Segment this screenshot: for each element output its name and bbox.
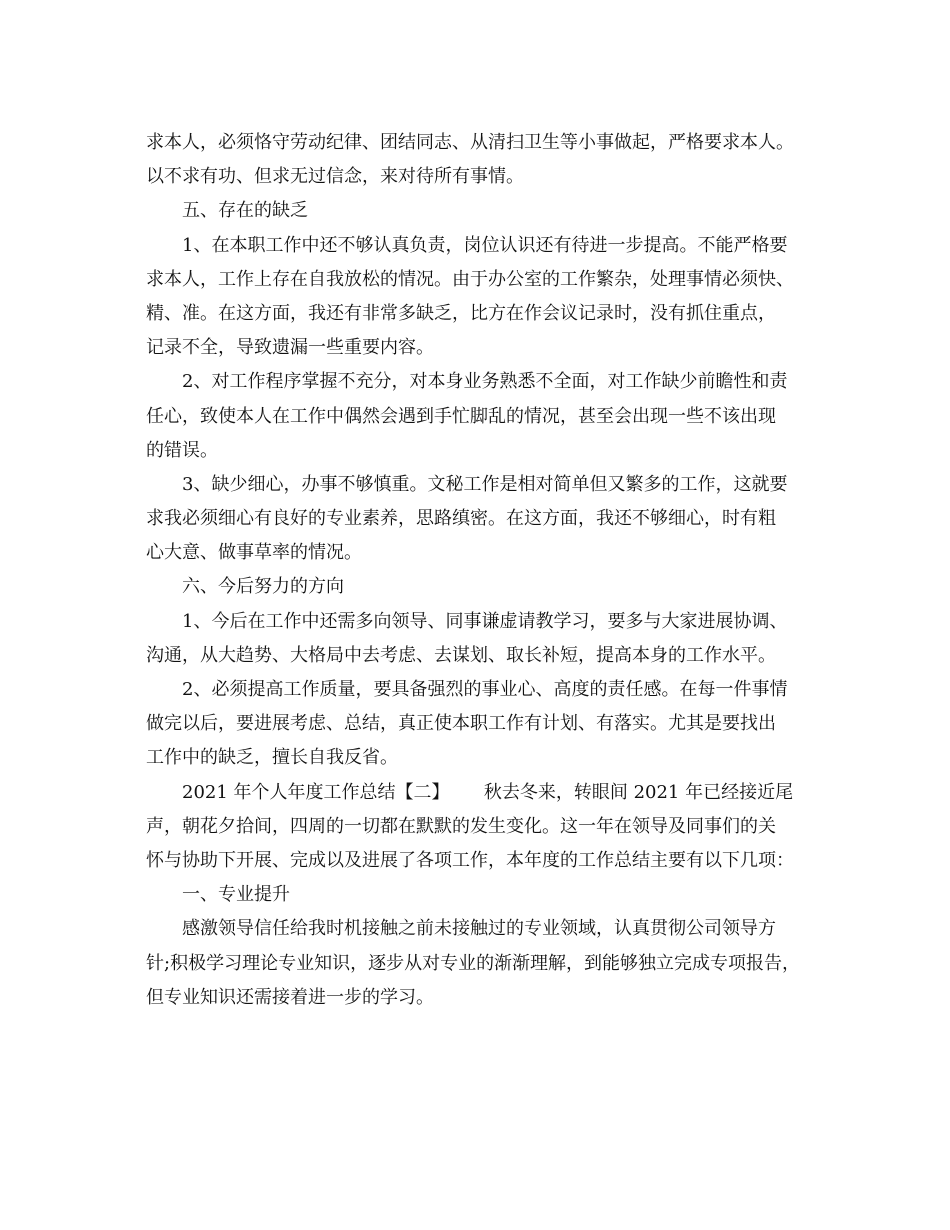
text-line: 2、必须提高工作质量，要具备强烈的事业心、高度的责任感。在每一件事情	[182, 679, 788, 700]
text-line: 精、准。在这方面，我还有非常多缺乏，比方在作会议记录时，没有抓住重点，	[146, 302, 776, 324]
section-heading: 一、专业提升	[182, 884, 290, 906]
text-line: 怀与协助下开展、完成以及进展了各项工作，本年度的工作总结主要有以下几项：	[146, 849, 794, 871]
text-line: 求我必须细心有良好的专业素养，思路缜密。在这方面，我还不够细心，时有粗	[146, 508, 776, 530]
document-body	[146, 126, 836, 1015]
text-line: 1、在本职工作中还不够认真负责，岗位认识还有待进一步提高。不能严格要	[182, 234, 788, 256]
section-heading: 六、今后努力的方向	[182, 576, 344, 598]
text-line: 2021 年个人年度工作总结【二】 秋去冬来，转眼间 2021 年已经接近尾	[182, 781, 794, 803]
text-line: 沟通，从大趋势、大格局中去考虑、去谋划、取长补短，提高本身的工作水平。	[146, 644, 776, 666]
text-line: 做完以后，要进展考虑、总结，真正使本职工作有计划、有落实。尤其是要找出	[146, 713, 776, 735]
text-line: 以不求有功、但求无过信念，来对待所有事情。	[146, 166, 524, 188]
text-line: 工作中的缺乏，擅长自我反省。	[146, 747, 398, 769]
text-line: 感激领导信任给我时机接触之前未接触过的专业领域，认真贯彻公司领导方	[182, 918, 776, 940]
text-line: 2、对工作程序掌握不充分，对本身业务熟悉不全面，对工作缺少前瞻性和责	[182, 371, 788, 393]
text-line: 1、今后在工作中还需多向领导、同事谦虚请教学习，要多与大家进展协调、	[182, 610, 788, 632]
text-line: 但专业知识还需接着进一步的学习。	[146, 986, 434, 1008]
text-line: 针;积极学习理论专业知识，逐步从对专业的渐渐理解，到能够独立完成专项报告，	[146, 952, 801, 974]
text-line: 记录不全，导致遗漏一些重要内容。	[146, 337, 434, 359]
section-heading: 五、存在的缺乏	[182, 200, 308, 222]
text-line: 心大意、做事草率的情况。	[146, 542, 362, 564]
text-line: 3、缺少细心，办事不够慎重。文秘工作是相对简单但又繁多的工作，这就要	[182, 473, 788, 495]
text-line: 声，朝花夕拾间，四周的一切都在默默的发生变化。这一年在领导及同事们的关	[146, 815, 776, 837]
text-line: 任心，致使本人在工作中偶然会遇到手忙脚乱的情况，甚至会出现一些不该出现	[146, 405, 776, 427]
text-line: 求本人，工作上存在自我放松的情况。由于办公室的工作繁杂，处理事情必须快、	[146, 268, 794, 290]
text-line: 求本人，必须恪守劳动纪律、团结同志、从清扫卫生等小事做起，严格要求本人。	[146, 132, 794, 153]
text-line: 的错误。	[146, 439, 218, 461]
